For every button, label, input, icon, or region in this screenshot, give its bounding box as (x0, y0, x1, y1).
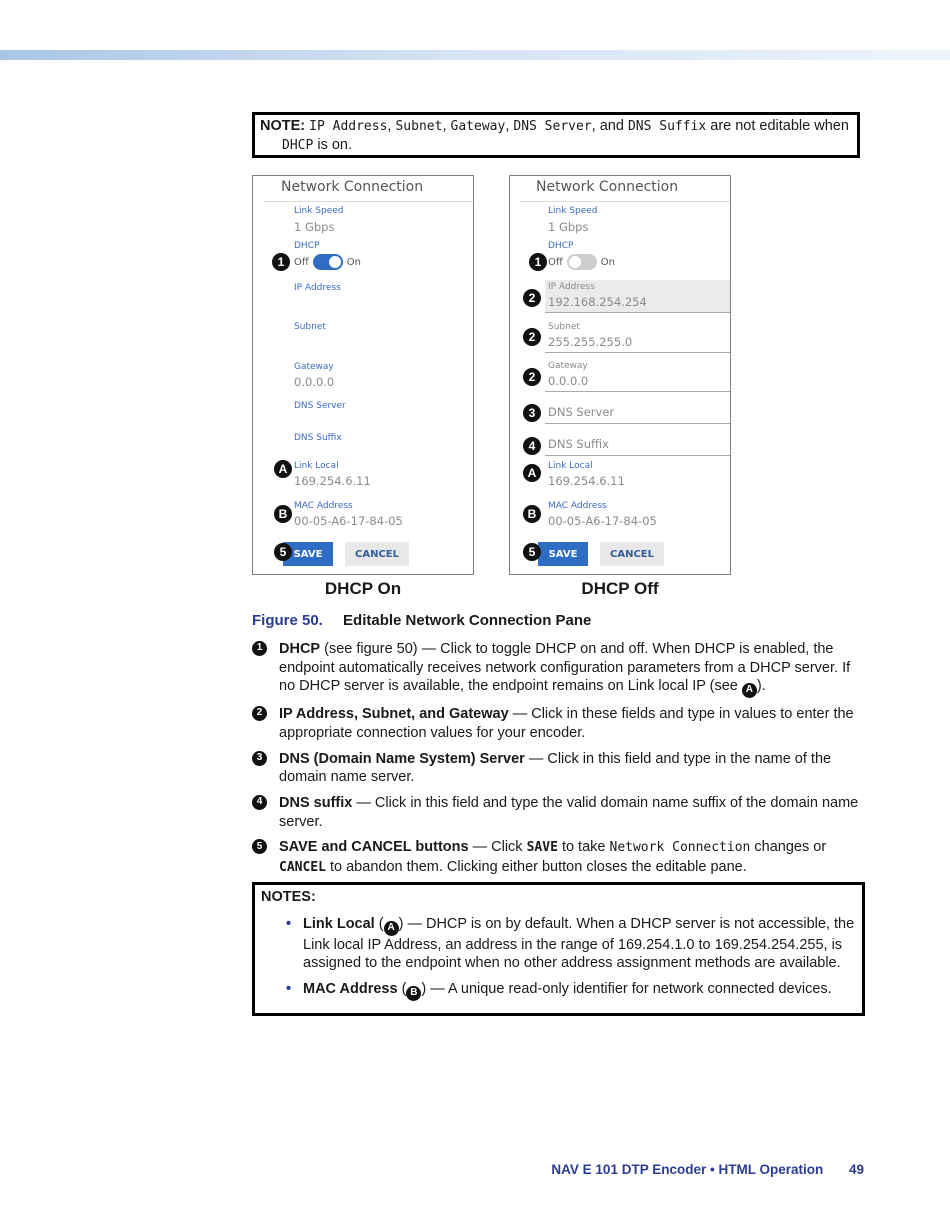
callout-b: B (274, 505, 292, 523)
note-field-dns-suffix: DNS Suffix (627, 119, 707, 134)
callout-a: A (274, 460, 292, 478)
toggle-off-label: Off (294, 256, 309, 268)
note-field-dhcp: DHCP (282, 138, 314, 153)
dns-server-label: DNS Server (294, 401, 346, 411)
notes-box (252, 882, 865, 1016)
inline-callout-a: A (384, 921, 399, 936)
mac-address-label: MAC Address (294, 501, 353, 511)
mac-address-value: 00-05-A6-17-84-05 (548, 514, 657, 528)
inline-code-network-connection: Network Connection (609, 840, 751, 856)
dhcp-toggle-row (294, 254, 361, 270)
note-sep: , (505, 118, 510, 134)
list-item: • Link Local ( A ) — DHCP is on by default. When a DHCP server is not accessible, the Link local IP Address, an address in the range of 169.254.1.0 to 169.254.254.255, is assigned to the endpoint when no other address assignment methods are available. (286, 915, 855, 972)
list-item: • MAC Address ( B ) — A unique read-only identifier for network connected devices. (261, 980, 856, 1001)
item-text: — Click in this field and type in the name of the domain name server. (279, 750, 832, 786)
note-sep: , (442, 118, 447, 134)
subnet-field[interactable] (545, 320, 730, 353)
callout-2: 2 (523, 289, 541, 307)
note-text: — DHCP is on by default. When a DHCP server is not accessible, the Link local IP Address, an address in the range of 169.254.1.0 to 169.254.254.255, is assigned to the endpoint when no other address assignment methods are available. (303, 915, 855, 972)
item-text: changes or (754, 839, 827, 856)
toggle-knob (329, 256, 341, 268)
item-text: — Click (472, 839, 523, 856)
callout-5: 5 (274, 543, 292, 561)
bullet-1: 1 (252, 641, 267, 656)
link-speed-value: 1 Gbps (548, 220, 589, 234)
gateway-field[interactable] (545, 359, 730, 392)
bullet-dot-icon: • (286, 915, 292, 932)
gateway-label: Gateway (294, 362, 334, 372)
inline-code-cancel: CANCEL (279, 860, 326, 876)
item-text: to abandon them. Clicking either button closes the editable pane. (330, 859, 747, 876)
note-field-dns-server: DNS Server (513, 119, 592, 134)
bullet-5: 5 (252, 839, 267, 854)
item-text-end: ). (756, 678, 766, 695)
footer-title: NAV E 101 DTP Encoder • HTML Operation (551, 1162, 824, 1177)
list-item (252, 838, 864, 877)
caption-dhcp-off: DHCP Off (581, 579, 659, 598)
link-local-value: 169.254.6.11 (294, 474, 371, 488)
panel-title: Network Connection (281, 179, 424, 195)
note-term: Link Local (303, 915, 375, 932)
inline-code-save: SAVE (526, 840, 558, 856)
note-box (252, 112, 860, 158)
dns-suffix-placeholder: DNS Suffix (548, 437, 609, 451)
link-local-label: Link Local (548, 461, 593, 471)
caption-dhcp-on: DHCP On (324, 579, 402, 598)
note-text: — A unique read-only identifier for network connected devices. (430, 980, 832, 997)
item-term: SAVE and CANCEL buttons (279, 839, 469, 856)
link-local-label: Link Local (294, 461, 339, 471)
item-text: (see figure 50) — Click to toggle DHCP on and off. When DHCP is enabled, the endpoint automatically receives network configuration parameters from a DHCP server. If no DHCP server is available, the endpoint remains on Link local IP (see (279, 641, 851, 695)
dhcp-label: DHCP (294, 241, 320, 251)
callout-2: 2 (523, 328, 541, 346)
gateway-value: 0.0.0.0 (294, 375, 335, 389)
note-field-subnet: Subnet (395, 119, 443, 134)
note-label: NOTE: (260, 118, 306, 134)
callout-3: 3 (523, 404, 541, 422)
divider (263, 201, 473, 202)
notes-heading: NOTES: (261, 889, 316, 905)
gateway-value: 0.0.0.0 (548, 374, 589, 388)
ip-address-label: IP Address (548, 282, 595, 292)
callout-a: A (523, 464, 541, 482)
gateway-label: Gateway (548, 361, 588, 371)
notes-list (261, 915, 856, 1001)
dhcp-toggle-switch[interactable] (567, 254, 597, 270)
callout-5: 5 (523, 543, 541, 561)
callout-1: 1 (529, 253, 547, 271)
toggle-off-label: Off (548, 256, 563, 268)
ip-address-label: IP Address (294, 283, 341, 293)
bullet-4: 4 (252, 795, 267, 810)
ip-address-field[interactable] (545, 280, 730, 313)
callout-2: 2 (523, 368, 541, 386)
dns-server-placeholder: DNS Server (548, 405, 615, 419)
callout-b: B (523, 505, 541, 523)
list-item (252, 705, 864, 742)
ip-address-value: 192.168.254.254 (548, 295, 647, 309)
link-speed-label: Link Speed (548, 206, 598, 216)
note-continuation (260, 136, 857, 155)
inline-callout-a: A (742, 683, 757, 698)
network-connection-panel-dhcp-off (509, 175, 731, 575)
item-text: — Click in these fields and type in values to enter the appropriate connection values for your encoder. (279, 706, 854, 741)
bullet-3: 3 (252, 751, 267, 766)
network-connection-panel-dhcp-on (252, 175, 474, 575)
cancel-button[interactable]: CANCEL (345, 542, 409, 566)
item-text: to take (561, 839, 606, 856)
toggle-knob (569, 256, 581, 268)
list-item (252, 640, 864, 698)
list-item (252, 794, 864, 831)
save-button[interactable]: SAVE (283, 542, 333, 566)
dns-server-field[interactable] (545, 400, 730, 424)
item-term: IP Address, Subnet, and Gateway (279, 706, 509, 723)
subnet-label: Subnet (548, 322, 580, 332)
cancel-button[interactable]: CANCEL (600, 542, 664, 566)
note-text: are not editable when (710, 118, 849, 134)
dhcp-label: DHCP (548, 241, 574, 251)
dns-suffix-field[interactable] (545, 432, 730, 456)
save-button[interactable]: SAVE (538, 542, 588, 566)
link-speed-value: 1 Gbps (294, 220, 335, 234)
callout-1: 1 (272, 253, 290, 271)
note-term: MAC Address (303, 980, 398, 997)
figure-caption (252, 612, 591, 629)
figure-title: Editable Network Connection Pane (343, 612, 592, 629)
link-local-value: 169.254.6.11 (548, 474, 625, 488)
mac-address-value: 00-05-A6-17-84-05 (294, 514, 403, 528)
note-field-gateway: Gateway (450, 119, 506, 134)
page-number: 49 (848, 1162, 864, 1177)
note-sep: , (387, 118, 392, 134)
callout-descriptions (252, 640, 864, 885)
panel-title: Network Connection (536, 179, 679, 195)
subnet-label: Subnet (294, 322, 326, 332)
item-term: DNS suffix (279, 795, 353, 812)
subnet-value: 255.255.255.0 (548, 335, 633, 349)
note-text-end: is on. (317, 137, 353, 153)
inline-callout-b: B (406, 986, 421, 1001)
mac-address-label: MAC Address (548, 501, 607, 511)
dhcp-toggle-switch[interactable] (313, 254, 343, 270)
divider (520, 201, 730, 202)
figure-number: Figure 50. (252, 612, 323, 629)
note-field-ip: IP Address (309, 119, 388, 134)
toggle-on-label: On (600, 256, 615, 268)
note-sep: , and (591, 118, 624, 134)
callout-4: 4 (523, 437, 541, 455)
item-term: DNS (Domain Name System) Server (279, 750, 525, 767)
dhcp-toggle-row (548, 254, 615, 270)
dns-suffix-label: DNS Suffix (294, 433, 342, 443)
bullet-dot-icon: • (286, 980, 292, 997)
header-gradient-bar (0, 50, 950, 60)
list-item (252, 750, 864, 787)
item-term: DHCP (279, 641, 321, 657)
page-footer (551, 1162, 864, 1177)
link-speed-label: Link Speed (294, 206, 344, 216)
item-text: — Click in this field and type the valid domain name suffix of the domain name server. (279, 795, 859, 830)
toggle-on-label: On (346, 256, 361, 268)
bullet-2: 2 (252, 706, 267, 721)
